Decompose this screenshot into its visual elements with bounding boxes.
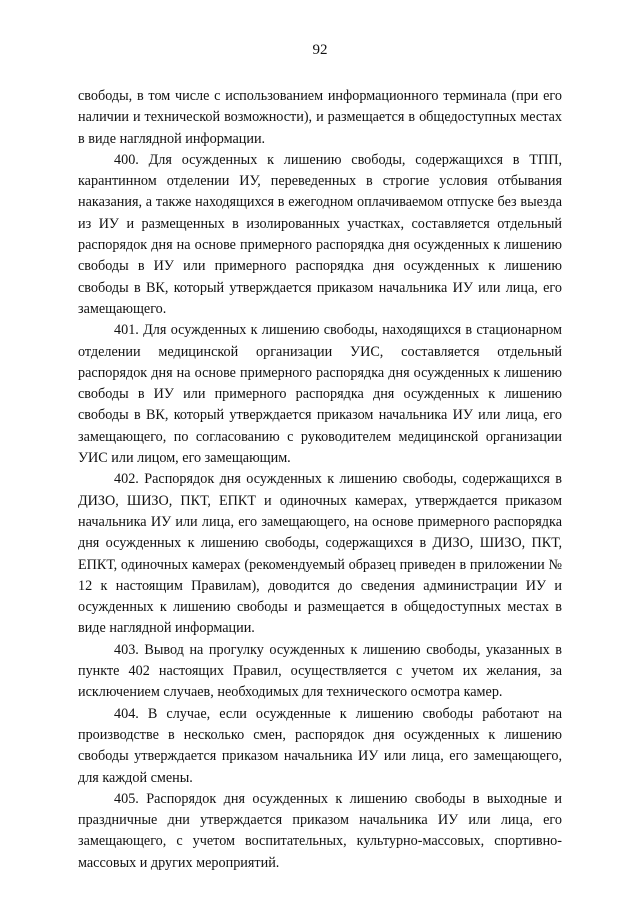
paragraph-404: 404. В случае, если осужденные к лишению свободы работают на производстве в несколько смен, распорядок дня осужденных к лишению свободы утверждается приказом начальника ИУ или лица, его замещающего, для каждой смены.: [78, 705, 562, 786]
paragraph-401: 401. Для осужденных к лишению свободы, находящихся в стационарном отделении медицинской организации УИС, составляется отдельный распорядок дня на основе примерного распорядка дня осужденных к лишению свободы в ИУ или примерного распорядка дня осужденных к лишению свободы в ВК, который утверждается приказом начальника ИУ или лица, его замещающего, по согласованию с руководителем медицинской организации УИС или лицом, его замещающим.: [78, 322, 562, 467]
body-text: [78, 86, 562, 874]
paragraph-400: 400. Для осужденных к лишению свободы, содержащихся в ТПП, карантинном отделении ИУ, переведенных в строгие условия отбывания наказания, а также находящихся в ежегодном оплачиваемом отпуске без выезда из ИУ и размещенных в изолированных участках, составляется отдельный распорядок дня на основе примерного распорядка дня осужденных к лишению свободы в ИУ или примерного распорядка дня осужденных к лишению свободы в ВК, который утверждается приказом начальника ИУ или лица, его замещающего.: [78, 151, 562, 317]
paragraph-403: 403. Вывод на прогулку осужденных к лишению свободы, указанных в пункте 402 настоящих Правил, осуществляется с учетом их желания, за исключением случаев, необходимых для технического осмотра камер.: [78, 641, 562, 701]
paragraph-402: 402. Распорядок дня осужденных к лишению свободы, содержащихся в ДИЗО, ШИЗО, ПКТ, ЕПКТ и одиночных камерах, утверждается приказом начальника ИУ или лица, его замещающего, на основе примерного распорядка дня осужденных к лишению свободы, содержащихся в ДИЗО, ШИЗО, ПКТ, ЕПКТ, одиночных камерах (рекомендуемый образец приведен в приложении № 12 к настоящим Правилам), доводится до сведения администрации ИУ и осужденных к лишению свободы и размещается в общедоступных местах в виде наглядной информации.: [78, 471, 562, 637]
paragraph-continuation: свободы, в том числе с использованием информационного терминала (при его наличии и технической возможности), и размещается в общедоступных местах в виде наглядной информации.: [78, 88, 562, 147]
paragraph-405: 405. Распорядок дня осужденных к лишению свободы в выходные и праздничные дни утверждается приказом начальника ИУ или лица, его замещающего, с учетом воспитательных, культурно-массовых, спортивно-массовых и других мероприятий.: [78, 790, 562, 871]
page-number: 92: [312, 42, 328, 58]
